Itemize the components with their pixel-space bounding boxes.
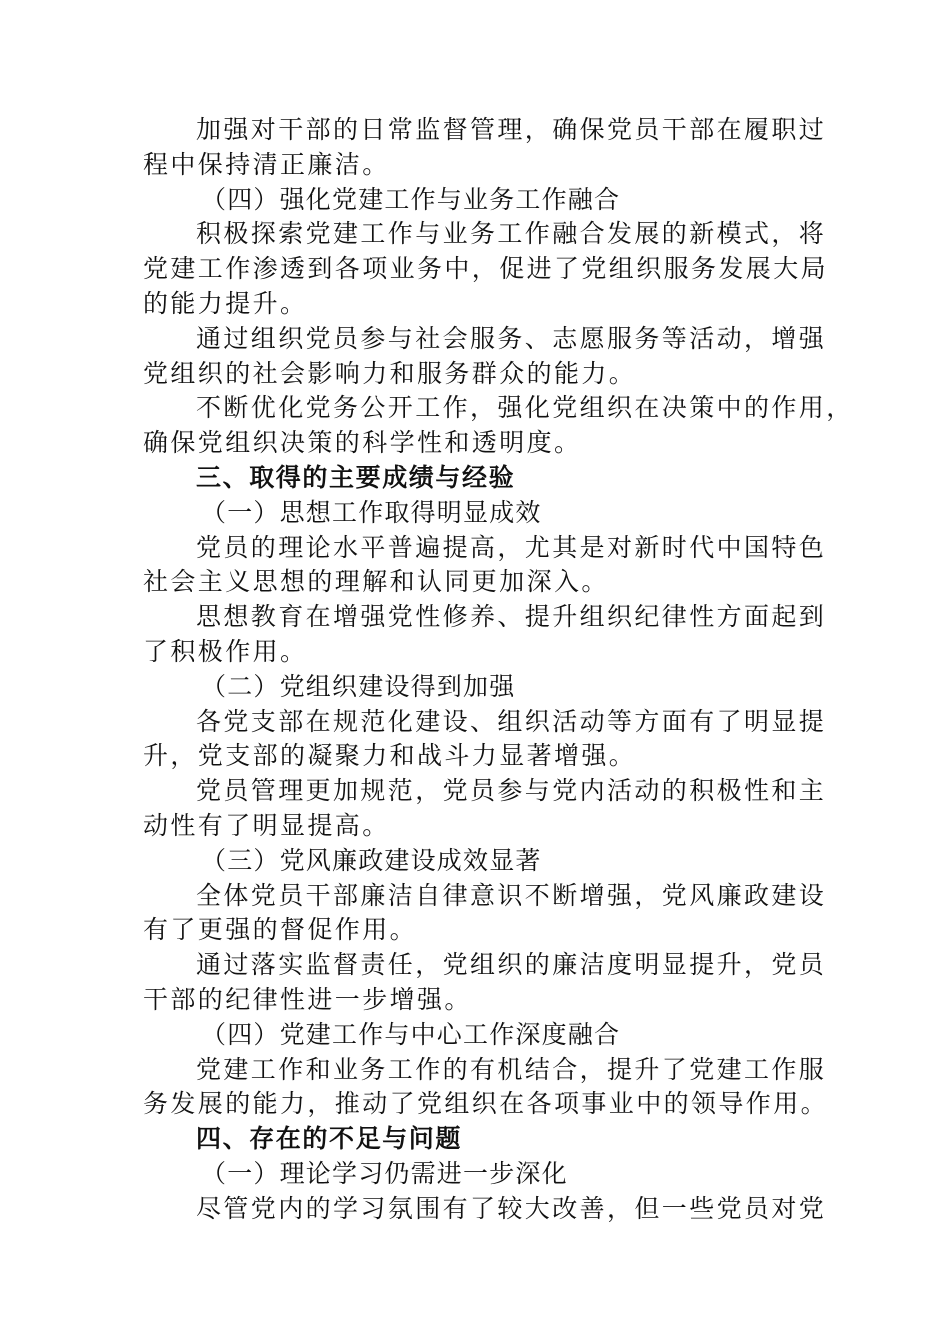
- paragraph-line: 务发展的能力，推动了党组织在各项事业中的领导作用。: [143, 1089, 829, 1119]
- paragraph-line: 党员的理论水平普遍提高，尤其是对新时代中国特色: [196, 532, 827, 562]
- paragraph-line: 思想教育在增强党性修养、提升组织纪律性方面起到: [196, 602, 827, 632]
- section-heading: 四、存在的不足与问题: [196, 1124, 463, 1154]
- paragraph-line: 社会主义思想的理解和认同更加深入。: [143, 567, 609, 597]
- paragraph-line: 党员管理更加规范，党员参与党内活动的积极性和主: [196, 776, 827, 806]
- subheading: （一）思想工作取得明显成效: [201, 497, 542, 527]
- subheading: （一）理论学习仍需进一步深化: [201, 1158, 568, 1188]
- document-body: [143, 113, 854, 1227]
- paragraph-line: 各党支部在规范化建设、组织活动等方面有了明显提: [196, 706, 827, 736]
- paragraph-line: 党建工作和业务工作的有机结合，提升了党建工作服: [196, 1054, 827, 1084]
- paragraph-line: 确保党组织决策的科学性和透明度。: [143, 428, 582, 458]
- paragraph-line: 的能力提升。: [143, 288, 308, 318]
- paragraph-line: 有了更强的督促作用。: [143, 915, 418, 945]
- paragraph-line: 不断优化党务公开工作，强化党组织在决策中的作用，: [196, 393, 854, 423]
- subheading: （二）党组织建设得到加强: [201, 671, 516, 701]
- section-heading: 三、取得的主要成绩与经验: [196, 462, 516, 492]
- paragraph-line: 全体党员干部廉洁自律意识不断增强，党风廉政建设: [196, 880, 827, 910]
- paragraph-line: 升，党支部的凝聚力和战斗力显著增强。: [143, 741, 637, 771]
- subheading: （四）党建工作与中心工作深度融合: [201, 1019, 621, 1049]
- paragraph-line: 通过组织党员参与社会服务、志愿服务等活动，增强: [196, 323, 827, 353]
- paragraph-line: 积极探索党建工作与业务工作融合发展的新模式，将: [196, 219, 827, 249]
- paragraph-line: 干部的纪律性进一步增强。: [143, 984, 472, 1014]
- paragraph-line: 尽管党内的学习氛围有了较大改善，但一些党员对党: [196, 1193, 827, 1223]
- paragraph-line: 通过落实监督责任，党组织的廉洁度明显提升，党员: [196, 950, 827, 980]
- paragraph-line: 动性有了明显提高。: [143, 810, 390, 840]
- subheading: （四）强化党建工作与业务工作融合: [201, 184, 621, 214]
- paragraph-line: 党组织的社会影响力和服务群众的能力。: [143, 358, 637, 388]
- paragraph-line: 了积极作用。: [143, 636, 308, 666]
- paragraph-line: 程中保持清正廉洁。: [143, 149, 390, 179]
- subheading: （三）党风廉政建设成效显著: [201, 845, 542, 875]
- paragraph-line: 加强对干部的日常监督管理，确保党员干部在履职过: [196, 115, 827, 144]
- paragraph-line: 党建工作渗透到各项业务中，促进了党组织服务发展大局: [143, 254, 829, 284]
